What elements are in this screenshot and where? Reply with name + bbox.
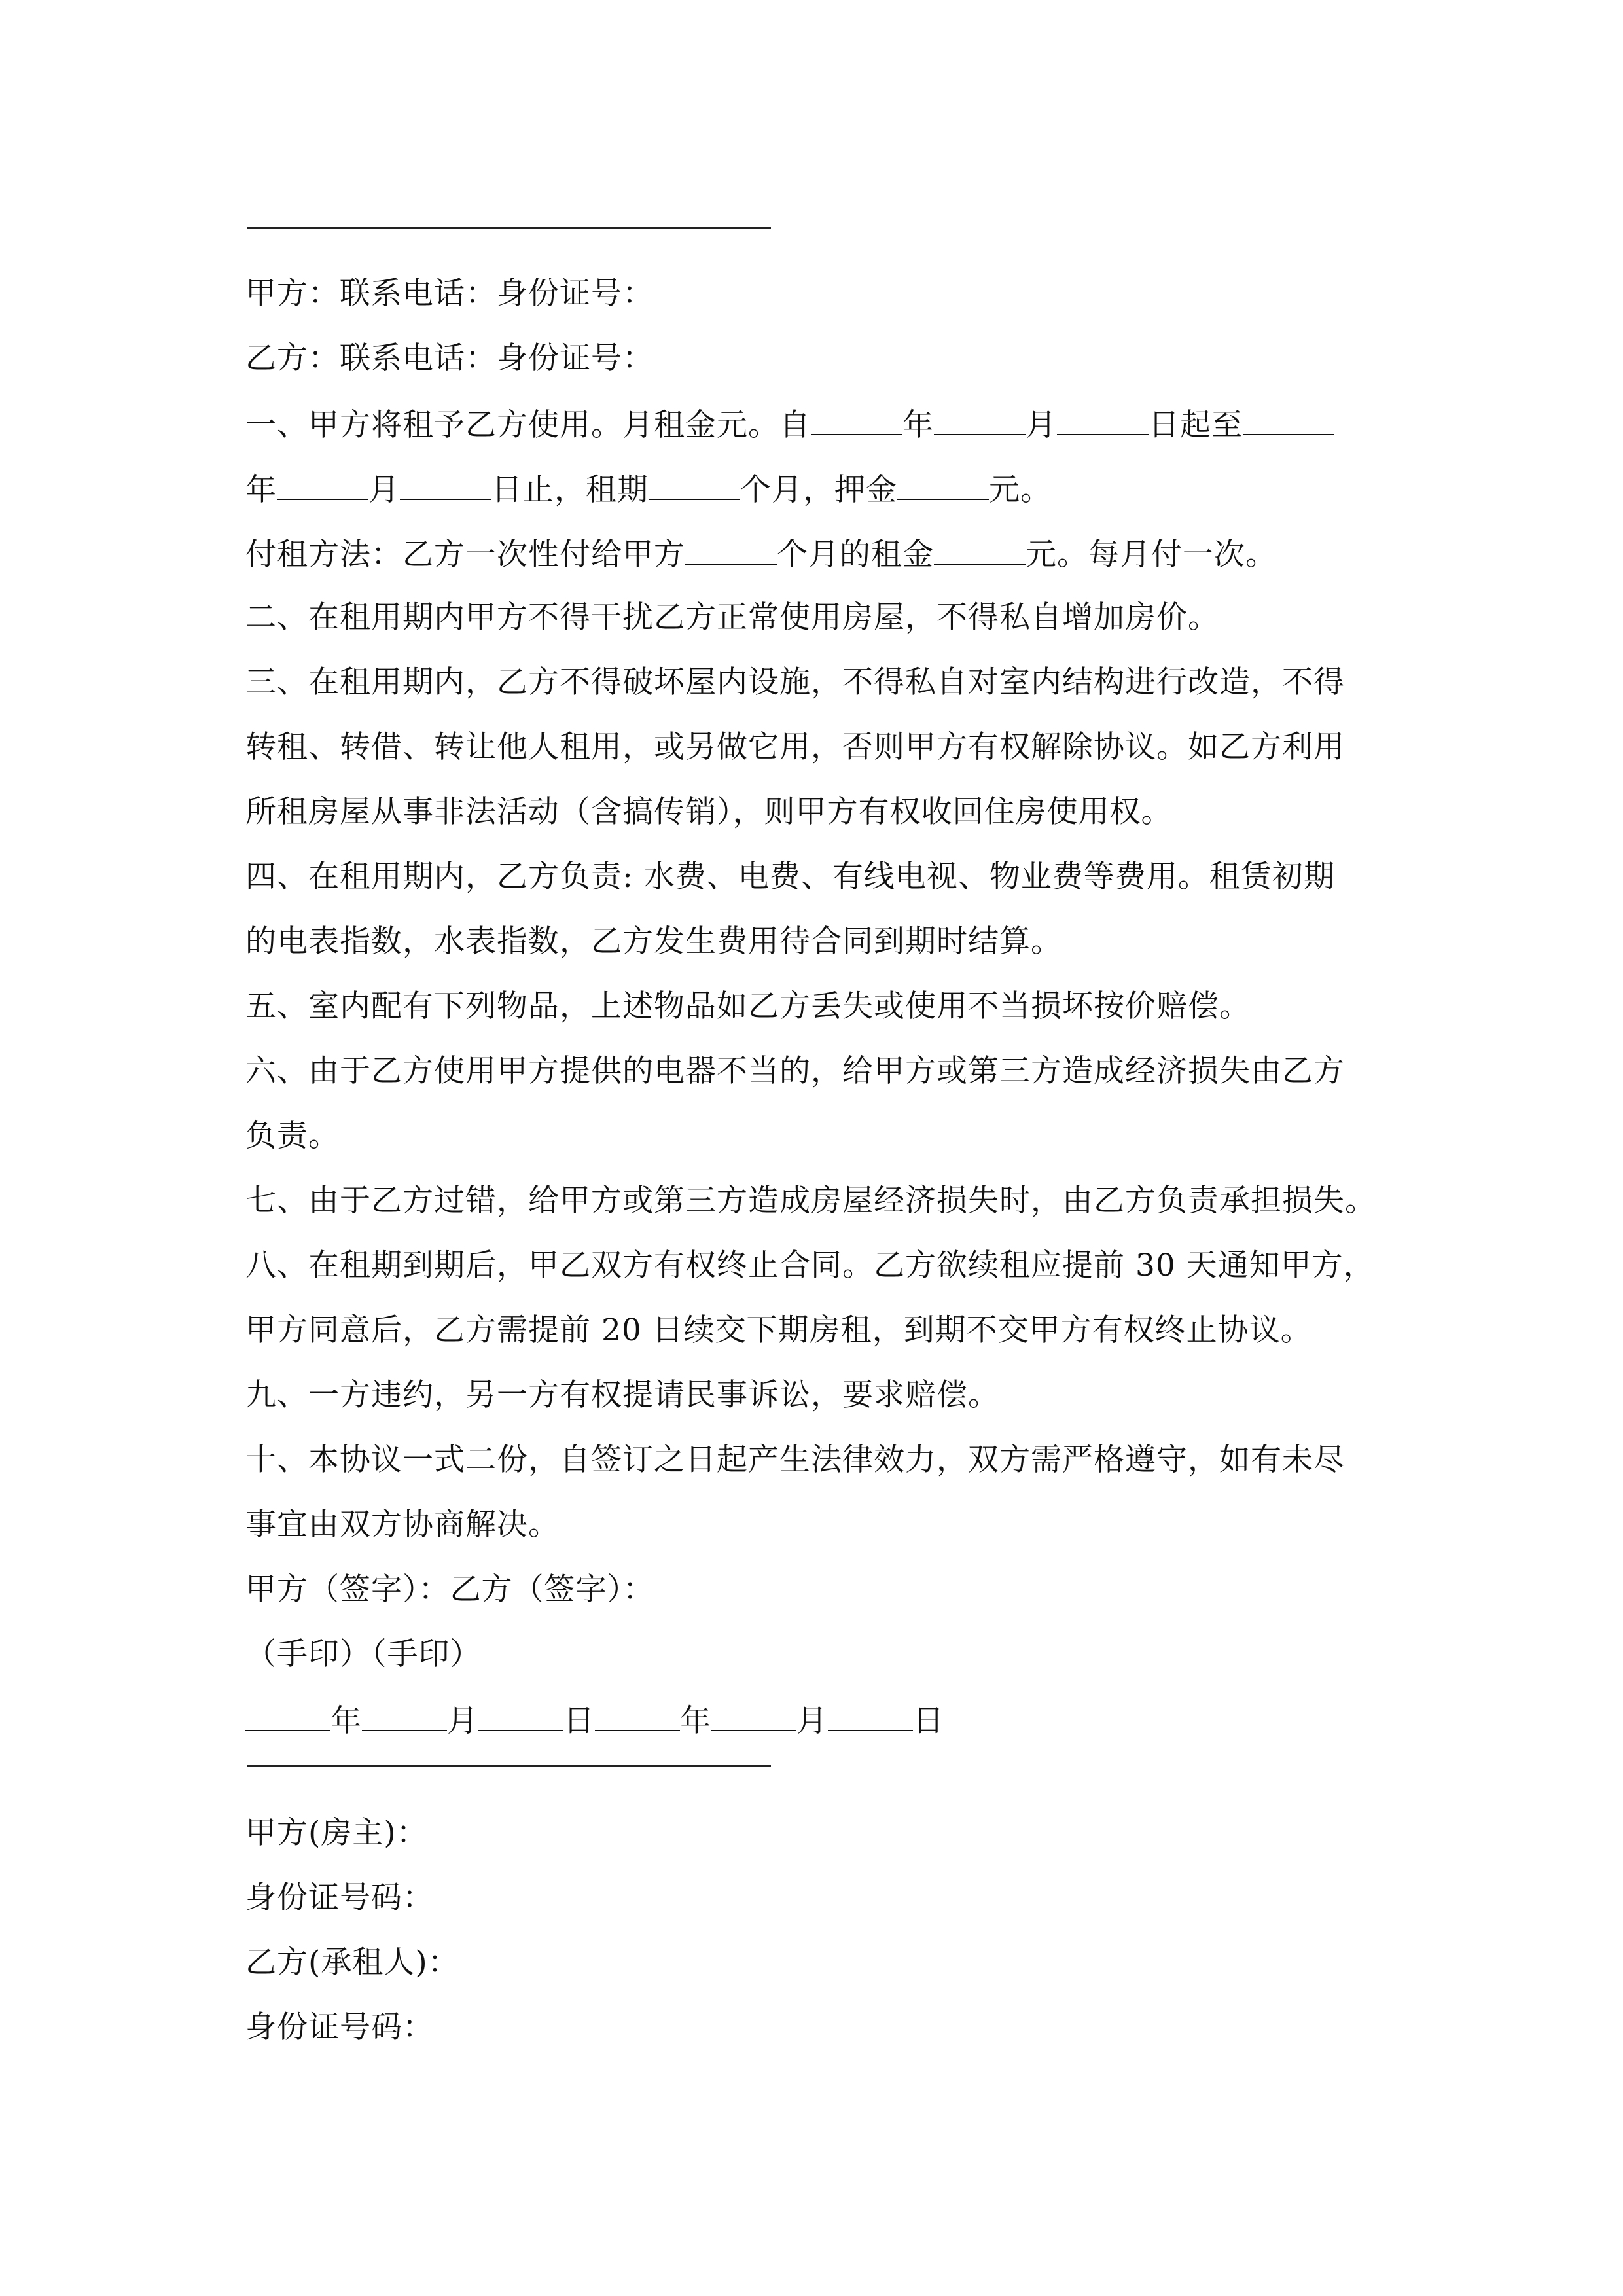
date-line [245, 1703, 1397, 1739]
blank-pay-months [685, 537, 777, 565]
date-a-year-label: 年 [330, 1703, 362, 1739]
date-b-year-label: 年 [680, 1703, 711, 1739]
clause-3-line-3: 所租房屋从事非法活动（含搞传销），则甲方有权收回住房使用权。 [245, 794, 1173, 830]
month-label: 月 [368, 472, 400, 508]
clause-1-line-1 [245, 407, 1397, 443]
clause-5: 五、室内配有下列物品，上述物品如乙方丢失或使用不当损坏按价赔偿。 [245, 988, 1251, 1024]
blank-date-a-year [245, 1704, 330, 1731]
clause-1-text: 一、甲方将租予乙方使用。月租金元。自 [245, 407, 811, 443]
month-label: 月 [1026, 407, 1057, 443]
party-a-contact: 甲方：联系电话：身份证号： [245, 276, 654, 312]
clause-8-line-2: 甲方同意后，乙方需提前 20 日续交下期房租，到期不交甲方有权终止协议。 [245, 1312, 1312, 1348]
blank-date-b-month [711, 1704, 796, 1731]
blank-end-day [400, 473, 491, 500]
blank-date-b-day [828, 1704, 913, 1731]
tenant-id-label: 身份证号码： [245, 2009, 434, 2045]
date-a-month-label: 月 [447, 1703, 478, 1739]
party-b-contact: 乙方：联系电话：身份证号： [245, 340, 654, 376]
clause-4-line-1: 四、在租用期内，乙方负责: 水费、电费、有线电视、物业费等费用。租赁初期 [245, 859, 1335, 895]
blank-deposit [897, 473, 989, 500]
year-label: 年 [902, 407, 934, 443]
blank-term-months [649, 473, 740, 500]
day-start-label: 日起至 [1149, 407, 1243, 443]
blank-rent-amount [934, 537, 1026, 565]
date-b-day-label: 日 [913, 1703, 944, 1739]
payment-method-line [245, 537, 1397, 573]
rent-label: 个月的租金 [777, 537, 934, 573]
top-separator-line [247, 227, 771, 229]
date-a-day-label: 日 [563, 1703, 595, 1739]
clause-7: 七、由于乙方过错，给甲方或第三方造成房屋经济损失时，由乙方负责承担损失。 [245, 1183, 1376, 1219]
bottom-separator-line [247, 1765, 771, 1767]
blank-start-month [934, 408, 1026, 435]
deposit-label: 个月，押金 [740, 472, 897, 508]
term-label: 日止，租期 [491, 472, 649, 508]
payment-method-text: 付租方法：乙方一次性付给甲方 [245, 537, 685, 573]
tenant-label: 乙方(承租人)： [245, 1945, 459, 1981]
clause-6-line-2: 负责。 [245, 1118, 340, 1154]
year-label: 年 [245, 472, 277, 508]
blank-date-a-day [478, 1704, 563, 1731]
blank-end-year-start [1243, 408, 1334, 435]
clause-8-line-1: 八、在租期到期后，甲乙双方有权终止合同。乙方欲续租应提前 30 天通知甲方， [245, 1247, 1375, 1283]
yuan-label: 元。 [989, 472, 1052, 508]
blank-start-year [811, 408, 902, 435]
clause-1-line-2 [245, 472, 1397, 508]
thumbprint-line: （手印）（手印） [245, 1636, 482, 1672]
blank-start-day [1057, 408, 1149, 435]
clause-4-line-2: 的电表指数，水表指数，乙方发生费用待合同到期时结算。 [245, 924, 1062, 960]
clause-10-line-2: 事宜由双方协商解决。 [245, 1507, 560, 1543]
blank-date-a-month [362, 1704, 447, 1731]
blank-end-month [277, 473, 368, 500]
date-b-month-label: 月 [796, 1703, 828, 1739]
pay-frequency-text: 元。每月付一次。 [1026, 537, 1277, 573]
clause-3-line-2: 转租、转借、转让他人租用，或另做它用，否则甲方有权解除协议。如乙方利用 [245, 729, 1345, 765]
clause-6-line-1: 六、由于乙方使用甲方提供的电器不当的，给甲方或第三方造成经济损失由乙方 [245, 1053, 1345, 1089]
clause-9: 九、一方违约，另一方有权提请民事诉讼，要求赔偿。 [245, 1377, 999, 1413]
blank-date-b-year [595, 1704, 680, 1731]
landlord-label: 甲方(房主)： [245, 1815, 428, 1851]
clause-3-line-1: 三、在租用期内，乙方不得破坏屋内设施，不得私自对室内结构进行改造，不得 [245, 664, 1345, 700]
clause-2: 二、在租用期内甲方不得干扰乙方正常使用房屋，不得私自增加房价。 [245, 600, 1219, 636]
landlord-id-label: 身份证号码： [245, 1880, 434, 1916]
signature-line: 甲方（签字）：乙方（签字）： [245, 1571, 654, 1607]
clause-10-line-1: 十、本协议一式二份，自签订之日起产生法律效力，双方需严格遵守，如有未尽 [245, 1442, 1345, 1478]
